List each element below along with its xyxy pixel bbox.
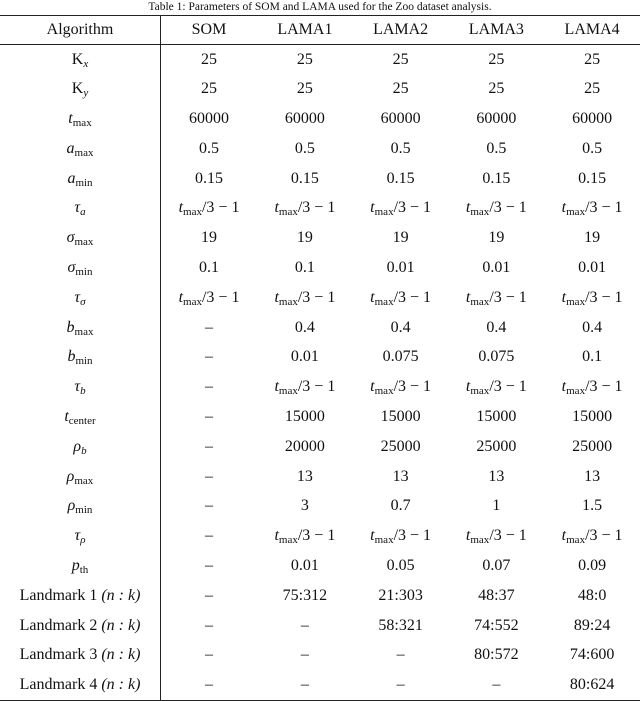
- subscript: max: [374, 534, 394, 547]
- parameter-label: [0, 134, 161, 164]
- table-cell: –: [396, 646, 405, 664]
- symbol: b: [66, 318, 75, 336]
- parameter-label: [0, 491, 161, 521]
- table-cell: 19: [488, 229, 505, 247]
- table-cell: 15000: [380, 407, 421, 425]
- subscript: max: [566, 295, 586, 308]
- subscript: min: [75, 504, 93, 517]
- table-cell: 25: [296, 80, 313, 98]
- expression-rest: /3 − 1: [489, 378, 527, 396]
- table-cell: 0.4: [582, 318, 603, 336]
- table-cell: 25: [392, 50, 409, 68]
- table-cell: –: [205, 348, 213, 366]
- table-cell: 15000: [284, 407, 325, 425]
- parameter-label: [0, 313, 161, 343]
- subscript: b: [80, 385, 86, 398]
- symbol: t: [274, 527, 279, 545]
- parameter-label: [0, 253, 161, 283]
- table-cell: –: [205, 586, 213, 604]
- label-text: Landmark 4: [19, 675, 102, 693]
- table-cell: –: [396, 675, 405, 693]
- table-cell: [353, 372, 449, 402]
- symbol: t: [370, 527, 375, 545]
- expression-rest: /3 − 1: [297, 199, 336, 217]
- parameter-label: [0, 164, 161, 194]
- table-cell: –: [300, 675, 309, 693]
- symbol: a: [67, 169, 76, 187]
- table-cell: 75:312: [282, 586, 328, 604]
- table-cell: –: [205, 437, 213, 455]
- parameter-label: [0, 223, 161, 253]
- column-header: LAMA4: [564, 21, 620, 38]
- expression-rest: /3 − 1: [201, 288, 240, 306]
- table-cell: 19: [296, 229, 313, 247]
- table-cell: 25: [584, 50, 601, 68]
- label-text: Landmark 3: [19, 646, 102, 664]
- table-cell: [353, 283, 449, 313]
- parameter-label: [0, 402, 161, 432]
- symbol: t: [465, 527, 471, 545]
- table-row: [0, 74, 640, 104]
- table-cell: –: [205, 527, 213, 545]
- symbol: t: [64, 407, 69, 425]
- table-cell: 0.01: [386, 258, 415, 276]
- label-paren: (n : k): [101, 616, 141, 634]
- table-caption: Table 1: Parameters of SOM and LAMA used for the Zoo dataset analysis.: [148, 1, 492, 13]
- symbol: t: [561, 527, 567, 545]
- table-cell: 0.15: [386, 169, 415, 187]
- expression-rest: /3 − 1: [489, 199, 527, 217]
- subscript: max: [566, 534, 586, 547]
- column-header: LAMA2: [373, 21, 429, 38]
- table-row: [0, 521, 640, 551]
- subscript: ρ: [80, 534, 86, 547]
- parameter-label: [0, 551, 161, 581]
- table-cell: 25000: [380, 437, 421, 455]
- subscript: min: [75, 265, 93, 278]
- parameter-label: [0, 104, 161, 134]
- subscript: max: [374, 295, 394, 308]
- table-row: [0, 670, 640, 700]
- table-cell: 13: [392, 467, 409, 485]
- subscript: max: [278, 534, 298, 547]
- symbol: t: [370, 288, 375, 306]
- parameter-label: [0, 193, 161, 223]
- table-cell: [544, 521, 640, 551]
- expression-rest: /3 − 1: [585, 288, 623, 306]
- table-cell: –: [205, 616, 213, 634]
- table-cell: [544, 193, 640, 223]
- symbol: t: [561, 378, 567, 396]
- label-paren: (n : k): [101, 586, 141, 604]
- table-cell: 13: [584, 467, 601, 485]
- table-row: [0, 134, 640, 164]
- label-text: Landmark 1: [19, 586, 102, 604]
- table-cell: 89:24: [573, 616, 611, 634]
- table-cell: –: [300, 616, 309, 634]
- parameter-label: [0, 342, 161, 372]
- table-cell: –: [205, 378, 213, 396]
- table-row: [0, 253, 640, 283]
- symbol: t: [370, 378, 375, 396]
- subscript: max: [470, 295, 490, 308]
- table-row: [0, 313, 640, 343]
- parameter-label: [0, 283, 161, 313]
- parameter-label: [0, 640, 161, 670]
- table-cell: [544, 372, 640, 402]
- table-cell: 3: [300, 497, 309, 515]
- table-cell: 0.075: [478, 348, 515, 366]
- table-cell: –: [205, 318, 213, 336]
- table-cell: 60000: [572, 109, 613, 127]
- subscript: th: [79, 563, 89, 576]
- symbol: t: [465, 378, 471, 396]
- table-cell: 25000: [476, 437, 517, 455]
- parameter-label: [0, 74, 161, 104]
- subscript: max: [374, 206, 394, 219]
- table-cell: 0.15: [290, 169, 319, 187]
- symbol: ρ: [73, 437, 82, 455]
- table-cell: [448, 521, 544, 551]
- table-row: [0, 104, 640, 134]
- subscript: max: [74, 146, 94, 159]
- label-paren: (n : k): [101, 646, 141, 664]
- symbol: K: [71, 80, 84, 98]
- table-cell: 15000: [572, 407, 613, 425]
- symbol: t: [561, 199, 567, 217]
- expression-rest: /3 − 1: [297, 527, 336, 545]
- table-cell: 19: [201, 229, 217, 247]
- subscript: max: [183, 295, 202, 308]
- table-cell: 48:37: [478, 586, 515, 604]
- subscript: max: [374, 385, 394, 398]
- table-cell: –: [205, 497, 213, 515]
- table-cell: 25: [201, 80, 217, 98]
- table-cell: [257, 193, 353, 223]
- subscript: max: [183, 206, 202, 219]
- parameter-label: [0, 611, 161, 641]
- column-header: LAMA1: [277, 21, 333, 38]
- table-row: [0, 193, 640, 223]
- table-cell: 0.4: [486, 318, 507, 336]
- table-row: [0, 164, 640, 194]
- subscript: max: [74, 474, 94, 487]
- table-cell: 20000: [284, 437, 325, 455]
- table-cell: [257, 521, 353, 551]
- subscript: a: [80, 206, 86, 219]
- table-row: [0, 342, 640, 372]
- table-cell: 25: [392, 80, 409, 98]
- subscript: center: [68, 414, 96, 427]
- symbol: a: [66, 139, 75, 157]
- symbol: K: [71, 50, 84, 68]
- table-cell: 0.7: [390, 497, 411, 515]
- expression-rest: /3 − 1: [393, 199, 432, 217]
- table-cell: –: [205, 467, 213, 485]
- table-cell: 0.1: [199, 258, 219, 276]
- subscript: x: [83, 57, 89, 70]
- table-cell: 0.5: [199, 139, 219, 157]
- table-cell: 15000: [476, 407, 517, 425]
- subscript: σ: [80, 295, 86, 308]
- symbol: t: [465, 288, 471, 306]
- column-header: SOM: [191, 21, 227, 38]
- table-cell: 0.01: [290, 556, 319, 574]
- table-cell: 48:0: [577, 586, 607, 604]
- expression-rest: /3 − 1: [297, 378, 336, 396]
- table-cell: 0.4: [294, 318, 315, 336]
- table-cell: 0.5: [390, 139, 411, 157]
- table-cell: 1.5: [582, 497, 603, 515]
- table-cell: [257, 372, 353, 402]
- symbol: p: [71, 556, 80, 574]
- label-text: Landmark 2: [19, 616, 102, 634]
- symbol: ρ: [66, 467, 75, 485]
- table-cell: 0.01: [482, 258, 511, 276]
- table-cell: 0.5: [486, 139, 507, 157]
- subscript: max: [470, 206, 490, 219]
- table-cell: [544, 283, 640, 313]
- table-cell: 74:600: [569, 646, 615, 664]
- symbol: σ: [66, 229, 75, 247]
- table-cell: [257, 283, 353, 313]
- table-cell: 0.1: [294, 258, 315, 276]
- subscript: max: [566, 385, 586, 398]
- subscript: max: [278, 295, 298, 308]
- table-cell: [161, 283, 258, 313]
- parameter-label: [0, 521, 161, 551]
- table-cell: –: [205, 407, 213, 425]
- table-cell: 25: [296, 50, 313, 68]
- expression-rest: /3 − 1: [585, 378, 623, 396]
- symbol: t: [178, 288, 184, 306]
- table-cell: [448, 283, 544, 313]
- table-cell: 0.4: [390, 318, 411, 336]
- symbol: τ: [74, 378, 81, 396]
- table-cell: 80:572: [474, 646, 519, 664]
- parameter-label: [0, 45, 161, 75]
- symbol: τ: [74, 527, 81, 545]
- table-cell: –: [300, 646, 309, 664]
- expression-rest: /3 − 1: [489, 288, 527, 306]
- table-cell: 13: [296, 467, 313, 485]
- symbol: τ: [74, 199, 81, 217]
- table-cell: –: [205, 646, 213, 664]
- table-row: [0, 551, 640, 581]
- table-cell: 25: [584, 80, 601, 98]
- table-cell: 80:624: [569, 675, 615, 693]
- table-cell: 0.15: [195, 169, 223, 187]
- table-cell: 0.1: [582, 348, 603, 366]
- symbol: t: [274, 378, 279, 396]
- parameter-label: [0, 462, 161, 492]
- table-cell: 74:552: [474, 616, 519, 634]
- table-row: [0, 372, 640, 402]
- table-cell: [353, 521, 449, 551]
- expression-rest: /3 − 1: [393, 378, 432, 396]
- table-cell: 19: [392, 229, 409, 247]
- symbol: ρ: [67, 497, 76, 515]
- table-cell: 0.07: [482, 556, 511, 574]
- symbol: t: [274, 288, 279, 306]
- table-row: [0, 402, 640, 432]
- symbol: t: [274, 199, 279, 217]
- symbol: b: [67, 348, 76, 366]
- expression-rest: /3 − 1: [297, 288, 336, 306]
- parameter-label: [0, 581, 161, 611]
- parameter-label: [0, 670, 161, 700]
- symbol: t: [68, 109, 73, 127]
- table-row: [0, 581, 640, 611]
- symbol: t: [465, 199, 471, 217]
- parameter-label: [0, 432, 161, 462]
- table-cell: 60000: [189, 109, 229, 127]
- table-cell: 25: [488, 80, 505, 98]
- subscript: max: [470, 385, 490, 398]
- table-cell: 0.09: [578, 556, 607, 574]
- table-row: [0, 491, 640, 521]
- table-cell: [161, 193, 258, 223]
- symbol: t: [561, 288, 567, 306]
- label-paren: (n : k): [101, 675, 141, 693]
- table-cell: 0.01: [578, 258, 607, 276]
- subscript: max: [72, 116, 92, 129]
- table-cell: 0.5: [582, 139, 603, 157]
- header-row: [0, 16, 640, 45]
- table-row: [0, 462, 640, 492]
- subscript: max: [74, 236, 94, 249]
- table-cell: –: [492, 675, 501, 693]
- subscript: min: [75, 176, 93, 189]
- table-cell: –: [205, 556, 213, 574]
- table-cell: 25: [488, 50, 505, 68]
- table-cell: 0.5: [294, 139, 315, 157]
- table-row: [0, 611, 640, 641]
- table-cell: 13: [488, 467, 505, 485]
- column-header: LAMA3: [468, 21, 524, 38]
- table-cell: 60000: [380, 109, 421, 127]
- column-header: Algorithm: [0, 16, 161, 45]
- table-cell: 19: [584, 229, 601, 247]
- expression-rest: /3 − 1: [393, 527, 432, 545]
- table-cell: 1: [492, 497, 501, 515]
- table-cell: [448, 372, 544, 402]
- table-cell: 0.05: [386, 556, 415, 574]
- symbol: t: [178, 199, 184, 217]
- table-cell: 0.15: [482, 169, 511, 187]
- subscript: max: [74, 325, 94, 338]
- table-cell: 0.01: [290, 348, 319, 366]
- table-row: [0, 283, 640, 313]
- subscript: b: [81, 444, 87, 457]
- table-cell: 0.15: [578, 169, 607, 187]
- expression-rest: /3 − 1: [201, 199, 240, 217]
- symbol: τ: [74, 288, 81, 306]
- table-row: [0, 432, 640, 462]
- expression-rest: /3 − 1: [585, 199, 623, 217]
- parameters-table: [0, 15, 640, 701]
- subscript: max: [278, 385, 298, 398]
- table-cell: 58:321: [378, 616, 423, 634]
- table-cell: 25: [201, 50, 217, 68]
- table-row: [0, 45, 640, 75]
- symbol: σ: [67, 258, 76, 276]
- expression-rest: /3 − 1: [489, 527, 527, 545]
- table-cell: 60000: [476, 109, 517, 127]
- subscript: max: [470, 534, 490, 547]
- parameter-label: [0, 372, 161, 402]
- subscript: y: [83, 87, 89, 100]
- table-cell: 60000: [284, 109, 325, 127]
- expression-rest: /3 − 1: [393, 288, 432, 306]
- subscript: min: [75, 355, 93, 368]
- table-cell: 21:303: [378, 586, 423, 604]
- subscript: max: [566, 206, 586, 219]
- table-cell: [353, 193, 449, 223]
- table-cell: 0.075: [382, 348, 419, 366]
- symbol: t: [370, 199, 375, 217]
- table-row: [0, 223, 640, 253]
- table-cell: 25000: [572, 437, 613, 455]
- table-cell: –: [205, 675, 213, 693]
- table-cell: [448, 193, 544, 223]
- subscript: max: [278, 206, 298, 219]
- expression-rest: /3 − 1: [585, 527, 623, 545]
- table-row: [0, 640, 640, 670]
